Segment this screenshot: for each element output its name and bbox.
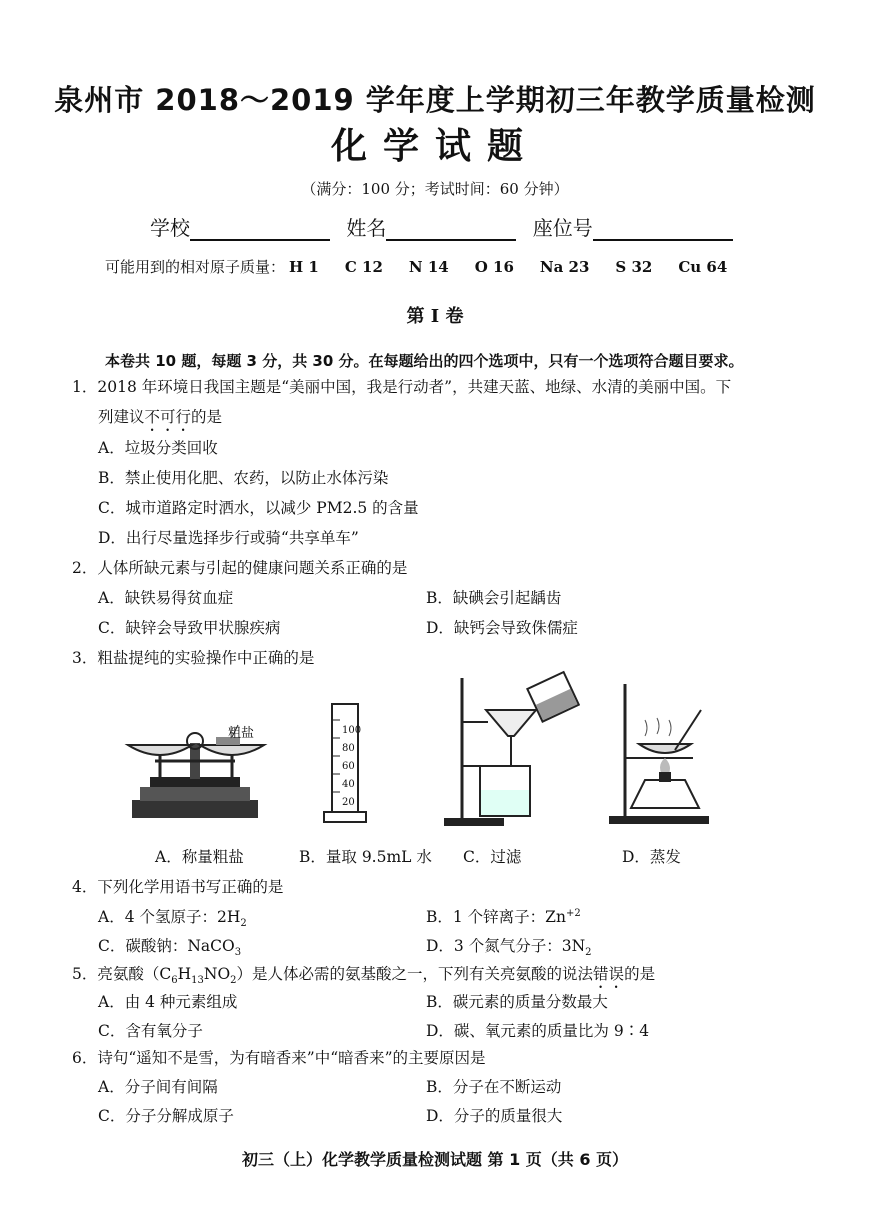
school-label: 学校: [150, 216, 190, 240]
q5-part: 的是: [624, 965, 656, 983]
q5-part: H: [177, 965, 192, 983]
q3-option-b[interactable]: B．量取 9.5mL 水: [299, 848, 432, 866]
q1-stem-line1: 1．2018 年环境日我国主题是“美丽中国，我是行动者”，共建天蓝、地绿、水清的美丽中国。下: [72, 378, 732, 396]
mass-item: O 16: [474, 258, 514, 276]
q6-option-a[interactable]: A．分子间有间隔: [98, 1078, 218, 1096]
q5-sub: 2: [230, 975, 237, 987]
q3-option-a[interactable]: A．称量粗盐: [155, 848, 244, 866]
q2-option-c[interactable]: C．缺锌会导致甲状腺疾病: [98, 619, 281, 637]
q4a-text: A．4 个氢原子：2H: [98, 908, 241, 926]
page-footer: 初三（上）化学教学质量检测试题 第 1 页（共 6 页）: [241, 1150, 629, 1169]
exam-title: 泉州市 2018～2019 学年度上学期初三年教学质量检测: [54, 83, 816, 117]
q4b-sup: +2: [565, 907, 581, 919]
q1-option-d[interactable]: D．出行尽量选择步行或骑“共享单车”: [98, 529, 359, 547]
subject-title: 化学试题: [330, 126, 539, 167]
tick-label: 20: [342, 797, 355, 808]
mass-item: H 1: [289, 258, 319, 276]
q1-option-b[interactable]: B．禁止使用化肥、农药，以防止水体污染: [98, 469, 389, 487]
q5-option-a[interactable]: A．由 4 种元素组成: [98, 993, 238, 1011]
mass-item: N 14: [408, 258, 449, 276]
q5-stem: [72, 962, 655, 992]
seat-label: 座位号: [532, 216, 593, 240]
student-info-row: [150, 212, 743, 241]
q4-stem: 4．下列化学用语书写正确的是: [72, 878, 284, 896]
section-heading: 第 I 卷: [406, 306, 464, 327]
q4d-text: D．3 个氮气分子：3N: [426, 937, 586, 955]
mass-item: S 32: [615, 258, 653, 276]
atomic-masses-label: 可能用到的相对原子质量：: [105, 258, 286, 276]
name-field[interactable]: [386, 217, 516, 241]
mass-item: Na 23: [539, 258, 590, 276]
name-label: 姓名: [346, 216, 387, 240]
evaporation-figure: [605, 680, 715, 830]
tick-label: 60: [342, 761, 355, 772]
q2-stem: 2．人体所缺元素与引起的健康问题关系正确的是: [72, 559, 408, 577]
q1-option-a[interactable]: A．垃圾分类回收: [98, 439, 218, 457]
tick-label: 80: [342, 743, 355, 754]
q6-option-d[interactable]: D．分子的质量很大: [426, 1107, 563, 1125]
q4a-sub: 2: [240, 918, 247, 930]
filtration-figure: [440, 670, 580, 830]
section-instructions: 本卷共 10 题，每题 3 分，共 30 分。在每题给出的四个选项中，只有一个选项符合题目要求。: [105, 352, 744, 370]
q4d-sub: 2: [585, 947, 592, 959]
q6-option-c[interactable]: C．分子分解成原子: [98, 1107, 234, 1125]
q1-stem-post: 的是: [191, 408, 223, 426]
salt-label: 粗盐: [228, 726, 255, 741]
q3-stem: 3．粗盐提纯的实验操作中正确的是: [72, 649, 315, 667]
q1-option-c[interactable]: C．城市道路定时洒水，以减少 PM2.5 的含量: [98, 499, 419, 517]
q2-option-a[interactable]: A．缺铁易得贫血症: [98, 589, 234, 607]
q1-stem-pre: 列建议: [98, 408, 145, 426]
q2-option-b[interactable]: B．缺碘会引起龋齿: [426, 589, 562, 607]
tick-label: 100: [342, 725, 362, 736]
q6-option-b[interactable]: B．分子在不断运动: [426, 1078, 562, 1096]
q1-stem-line2: [98, 405, 222, 435]
seat-field[interactable]: [593, 217, 733, 241]
mass-item: Cu 64: [678, 258, 728, 276]
q3-option-d[interactable]: D．蒸发: [622, 848, 681, 866]
tick-label: 40: [342, 779, 355, 790]
q5-sub: 13: [191, 975, 204, 987]
q5-sub: 6: [171, 975, 178, 987]
q4c-sub: 3: [234, 947, 242, 959]
q4-option-a[interactable]: [98, 905, 247, 929]
q4-option-d[interactable]: [426, 934, 592, 958]
q1-emphasis: 不可行: [144, 408, 192, 426]
q6-stem: 6．诗句“遥知不是雪，为有暗香来”中“暗香来”的主要原因是: [72, 1049, 486, 1067]
q4b-text: B．1 个锌离子：Zn: [426, 908, 566, 926]
q2-option-d[interactable]: D．缺钙会导致侏儒症: [426, 619, 578, 637]
q5-option-b[interactable]: B．碳元素的质量分数最大: [426, 993, 608, 1011]
cylinder-ticks: [342, 722, 361, 812]
q4-option-c[interactable]: [98, 934, 241, 958]
q5-part: NO: [203, 965, 231, 983]
q5-emphasis: 错误: [593, 965, 625, 983]
atomic-masses: [105, 256, 727, 277]
q5-option-c[interactable]: C．含有氧分子: [98, 1022, 203, 1040]
q4c-text: C．碳酸钠：NaCO: [98, 937, 235, 955]
q5-option-d[interactable]: D．碳、氧元素的质量比为 9∶4: [426, 1022, 650, 1040]
q4-option-b[interactable]: [426, 905, 581, 927]
school-field[interactable]: [190, 217, 330, 241]
mass-item: C 12: [344, 258, 383, 276]
q5-part: 5．亮氨酸（C: [72, 965, 172, 983]
exam-meta: （满分：100 分；考试时间：60 分钟）: [301, 180, 569, 198]
q5-part: ）是人体必需的氨基酸之一，下列有关亮氨酸的说法: [236, 965, 594, 983]
q3-option-c[interactable]: C．过滤: [463, 848, 522, 866]
